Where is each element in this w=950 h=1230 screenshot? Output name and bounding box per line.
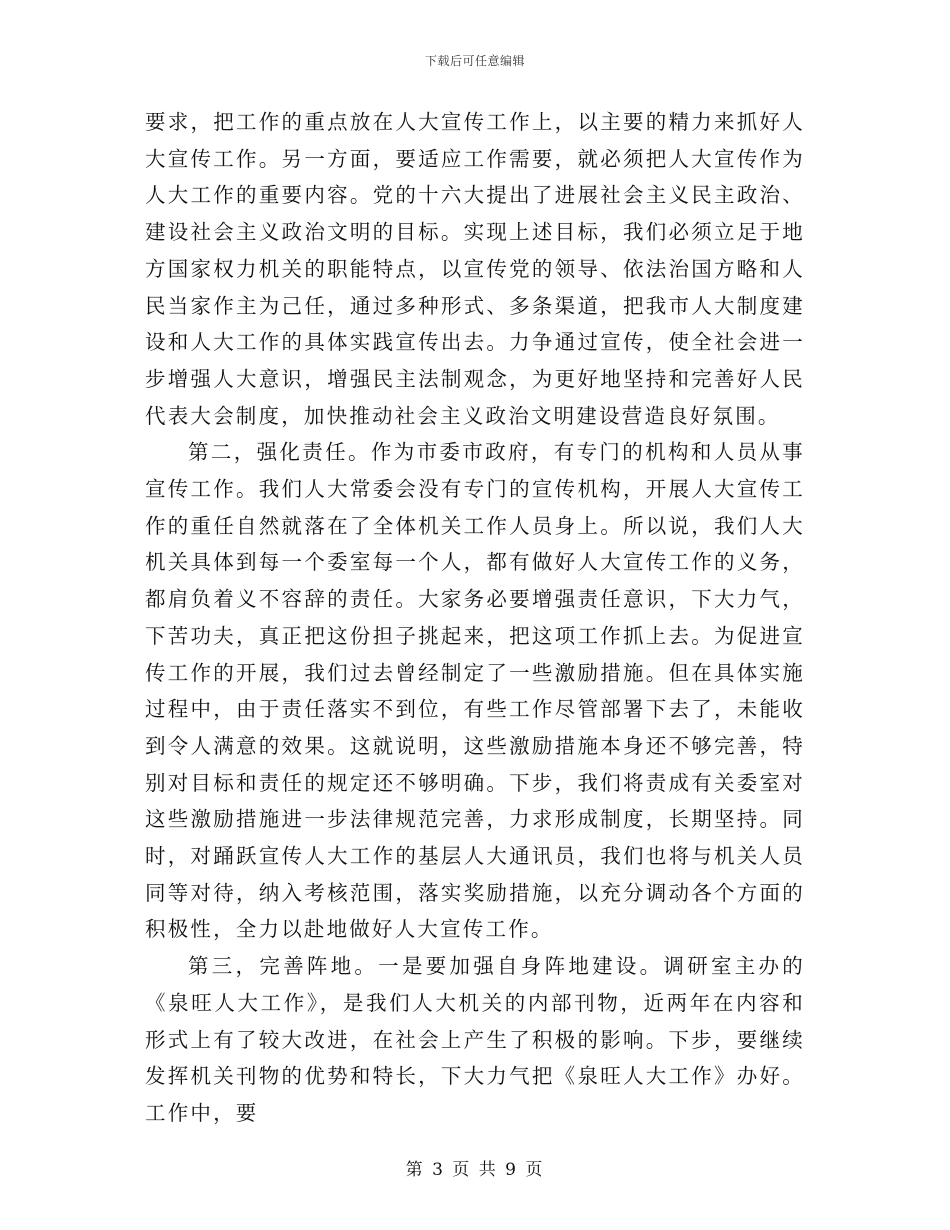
paragraph-2: 第二，强化责任。作为市委市政府，有专门的机构和人员从事宣传工作。我们人大常委会没有专门的宣传机构，开展人大宣传工作的重任自然就落在了全体机关工作人员身上。所以说，我们人大机关具体到每一个委室每一个人，都有做好人大宣传工作的义务，都肩负着义不容辞的责任。大家务必要增强责任意识，下大力气，下苦功夫，真正把这份担子挑起来，把这项工作抓上去。为促进宣传工作的开展，我们过去曾经制定了一些激励措施。但在具体实施过程中，由于责任落实不到位，有些工作尽管部署下去了，未能收到令人满意的效果。这就说明，这些激励措施本身还不够完善，特别对目标和责任的规定还不够明确。下步，我们将责成有关委室对这些激励措施进一步法律规范完善，力求形成制度，长期坚持。同时，对踊跃宣传人大工作的基层人大通讯员，我们也将与机关人员同等对待，纳入考核范围，落实奖励措施，以充分调动各个方面的积极性，全力以赴地做好人大宣传工作。 — [145, 440, 805, 942]
page-header: 下载后可任意编辑 — [424, 54, 525, 68]
paragraph-1: 要求，把工作的重点放在人大宣传工作上，以主要的精力来抓好人大宣传工作。另一方面，要适应工作需要，就必须把人大宣传作为人大工作的重要内容。党的十六大提出了进展社会主义民主政治、建设社会主义政治文明的目标。实现上述目标，我们必须立足于地方国家权力机关的职能特点，以宣传党的领导、依法治国方略和人民当家作主为己任，通过多种形式、多条渠道，把我市人大制度建设和人大工作的具体实践宣传出去。力争通过宣传，使全社会进一步增强人大意识，增强民主法制观念，为更好地坚持和完善好人民代表大会制度，加快推动社会主义政治文明建设营造良好氛围。 — [145, 110, 805, 428]
body-text — [145, 104, 805, 1132]
paragraph-3: 第三，完善阵地。一是要加强自身阵地建设。调研室主办的《泉旺人大工作》，是我们人大机关的内部刊物，近两年在内容和形式上有了较大改进，在社会上产生了积极的影响。下步，要继续发挥机关刊物的优势和特长，下大力气把《泉旺人大工作》办好。工作中，要 — [145, 954, 805, 1125]
page-number: 第 3 页 共 9 页 — [405, 1160, 545, 1180]
